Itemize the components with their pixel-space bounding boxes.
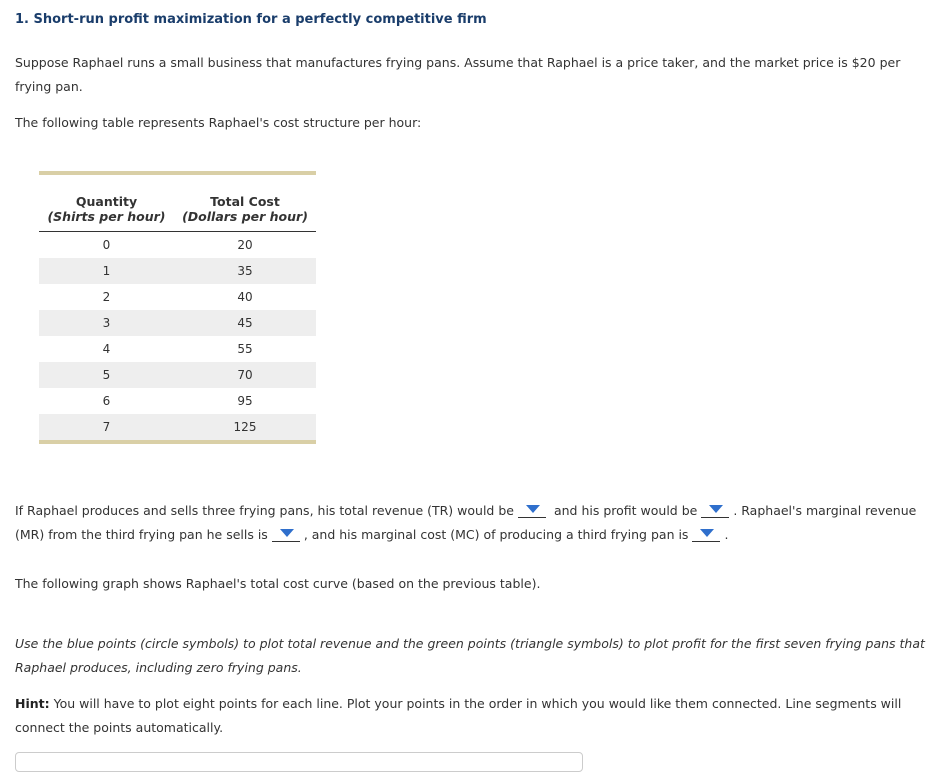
hint-label: Hint:	[15, 696, 50, 711]
quantity-cell: 3	[39, 310, 174, 336]
total-cost-unit-header: (Dollars per hour)	[174, 209, 316, 232]
table-row	[39, 336, 316, 362]
total-cost-cell: 125	[174, 414, 316, 442]
table-row	[39, 362, 316, 388]
cost-table	[39, 171, 316, 444]
quantity-cell: 4	[102, 342, 111, 356]
fill-in-text-4: , and his marginal cost (MC) of producing a third frying pan is	[303, 527, 689, 542]
quantity-cell: 0	[102, 238, 111, 252]
quantity-unit-header: (Shirts per hour)	[39, 209, 174, 232]
graph-intro-text: The following graph shows Raphael's total cost curve (based on the previous table).	[15, 576, 541, 591]
marginal-revenue-dropdown[interactable]	[272, 526, 300, 542]
table-row	[39, 388, 316, 414]
fill-in-text-5: .	[724, 527, 729, 542]
fill-in-text-3: . Raphael's marginal revenue (MR) from the third frying pan he sells is	[15, 503, 917, 542]
total-cost-cell: 45	[174, 310, 316, 336]
dropdown-arrow-icon	[526, 505, 540, 513]
hint-body: You will have to plot eight points for each line. Plot your points in the order in which you would like them connected. Line segments will connect the points automatically.	[15, 696, 902, 735]
total-cost-cell: 55	[237, 342, 253, 356]
dropdown-arrow-icon	[700, 529, 714, 537]
total-cost-cell: 70	[174, 362, 316, 388]
dropdown-arrow-icon	[280, 529, 294, 537]
table-row	[39, 414, 316, 442]
intro-text: Suppose Raphael runs a small business that manufactures frying pans. Assume that Raphael is a price taker, and the market price is $20 per frying pan.	[15, 55, 901, 94]
total-cost-header: Total Cost	[210, 194, 280, 209]
quantity-header: Quantity	[75, 194, 138, 209]
fill-in-text-1: If Raphael produces and sells three frying pans, his total revenue (TR) would be	[15, 503, 514, 518]
graph-container	[15, 752, 583, 772]
table-intro-text: The following table represents Raphael's cost structure per hour:	[15, 115, 422, 130]
fill-in-question	[15, 499, 930, 547]
quantity-cell: 6	[102, 394, 111, 408]
quantity-cell: 2	[102, 290, 111, 304]
fill-in-text-2: and his profit would be	[553, 503, 698, 518]
dropdown-arrow-icon	[709, 505, 723, 513]
quantity-cell: 7	[39, 414, 174, 442]
table-row	[39, 284, 316, 310]
total-cost-cell: 40	[237, 290, 253, 304]
question-title: 1. Short-run profit maximization for a perfectly competitive firm	[15, 12, 487, 27]
quantity-cell: 5	[39, 362, 174, 388]
quantity-cell: 1	[39, 258, 174, 284]
table-row	[39, 310, 316, 336]
hint-text	[15, 692, 930, 740]
total-revenue-dropdown[interactable]	[518, 502, 546, 518]
total-cost-cell: 95	[237, 394, 253, 408]
table-row	[39, 232, 316, 259]
marginal-cost-dropdown[interactable]	[692, 526, 720, 542]
total-cost-cell: 20	[237, 238, 253, 252]
profit-dropdown[interactable]	[701, 502, 729, 518]
table-row	[39, 258, 316, 284]
instructions-text: Use the blue points (circle symbols) to plot total revenue and the green points (triangle symbols) to plot profit for the first seven frying pans that Raphael produces, including zero frying pans.	[15, 636, 925, 675]
total-cost-cell: 35	[174, 258, 316, 284]
